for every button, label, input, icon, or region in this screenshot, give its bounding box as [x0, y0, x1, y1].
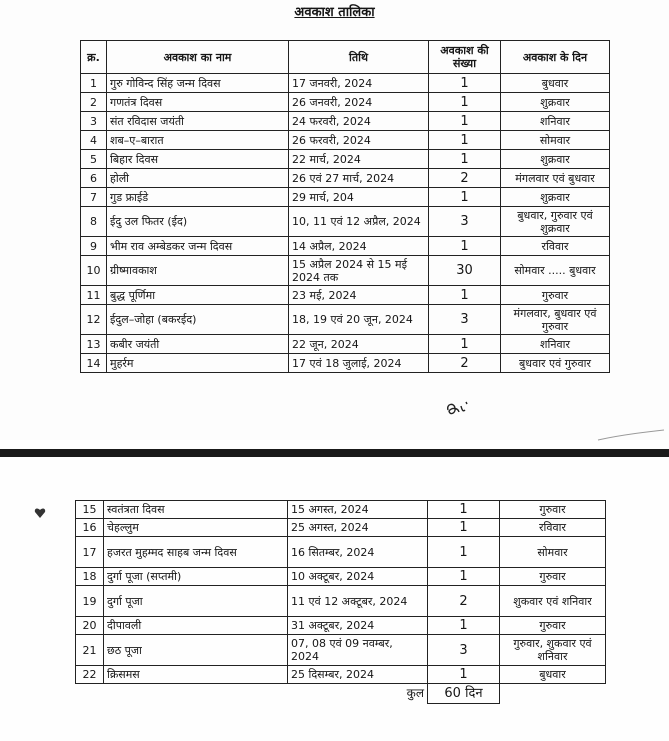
row-holiday-name: ईदु उल फितर (ईद) — [107, 207, 289, 237]
table-row — [81, 169, 610, 188]
row-serial: 1 — [81, 74, 107, 93]
row-date: 25 दिसम्बर, 2024 — [288, 666, 428, 684]
row-days: शनिवार — [501, 335, 610, 354]
row-days: रविवार — [501, 237, 610, 256]
row-count: 2 — [429, 354, 501, 373]
row-days: बुधवार एवं गुरुवार — [501, 354, 610, 373]
row-days: मंगलवार एवं बुधवार — [501, 169, 610, 188]
heart-icon — [34, 507, 46, 519]
row-serial: 20 — [76, 617, 104, 635]
total-empty-cell — [500, 684, 606, 704]
row-count: 1 — [429, 150, 501, 169]
row-serial: 14 — [81, 354, 107, 373]
row-days: शुक्रवार — [501, 93, 610, 112]
row-days: शुक्रवार — [501, 188, 610, 207]
header-days: अवकाश के दिन — [501, 41, 610, 74]
row-count: 1 — [428, 519, 500, 537]
table-row — [76, 519, 606, 537]
row-holiday-name: मुहर्रम — [107, 354, 289, 373]
header-date: तिथि — [289, 41, 429, 74]
row-holiday-name: हजरत मुहम्मद साहब जन्म दिवस — [104, 537, 288, 568]
page-title: अवकाश तालिका — [294, 5, 375, 20]
row-count: 1 — [429, 112, 501, 131]
row-count: 1 — [429, 335, 501, 354]
table-row — [76, 635, 606, 666]
row-serial: 6 — [81, 169, 107, 188]
row-count: 2 — [428, 586, 500, 617]
row-date: 31 अक्टूबर, 2024 — [288, 617, 428, 635]
scratch-line — [596, 428, 666, 442]
row-date: 22 जून, 2024 — [289, 335, 429, 354]
row-date: 11 एवं 12 अक्टूबर, 2024 — [288, 586, 428, 617]
row-serial: 7 — [81, 188, 107, 207]
header-sr: क्र. — [81, 41, 107, 74]
holiday-table-part-one — [80, 40, 610, 373]
row-serial: 17 — [76, 537, 104, 568]
row-serial: 9 — [81, 237, 107, 256]
row-count: 1 — [428, 568, 500, 586]
row-days: बुधवार, गुरुवार एवं शुक्रवार — [501, 207, 610, 237]
row-holiday-name: कबीर जयंती — [107, 335, 289, 354]
signature-mark — [444, 398, 472, 420]
row-count: 3 — [429, 305, 501, 335]
row-date: 17 एवं 18 जुलाई, 2024 — [289, 354, 429, 373]
row-days: रविवार — [500, 519, 606, 537]
row-date: 10 अक्टूबर, 2024 — [288, 568, 428, 586]
row-serial: 18 — [76, 568, 104, 586]
table-row — [81, 74, 610, 93]
row-date: 26 जनवरी, 2024 — [289, 93, 429, 112]
row-date: 26 एवं 27 मार्च, 2024 — [289, 169, 429, 188]
table-row — [76, 586, 606, 617]
table-row — [81, 256, 610, 286]
row-date: 16 सितम्बर, 2024 — [288, 537, 428, 568]
row-date: 29 मार्च, 204 — [289, 188, 429, 207]
header-count: अवकाश की संख्या — [429, 41, 501, 74]
row-date: 24 फरवरी, 2024 — [289, 112, 429, 131]
row-holiday-name: संत रविदास जयंती — [107, 112, 289, 131]
row-days: शुक्रवार — [501, 150, 610, 169]
table-row — [81, 112, 610, 131]
row-holiday-name: स्वतंत्रता दिवस — [104, 501, 288, 519]
table-row — [76, 568, 606, 586]
table-row — [76, 617, 606, 635]
table-row — [81, 207, 610, 237]
row-serial: 10 — [81, 256, 107, 286]
row-holiday-name: दुर्गा पूजा (सप्तमी) — [104, 568, 288, 586]
table-row — [81, 335, 610, 354]
total-row — [76, 684, 606, 704]
row-serial: 2 — [81, 93, 107, 112]
table-body-part-two — [76, 501, 606, 684]
row-days: सोमवार — [501, 131, 610, 150]
row-date: 25 अगस्त, 2024 — [288, 519, 428, 537]
row-count: 1 — [429, 286, 501, 305]
row-date: 10, 11 एवं 12 अप्रैल, 2024 — [289, 207, 429, 237]
row-serial: 3 — [81, 112, 107, 131]
row-serial: 11 — [81, 286, 107, 305]
row-holiday-name: गुरु गोविन्द सिंह जन्म दिवस — [107, 74, 289, 93]
row-date: 18, 19 एवं 20 जून, 2024 — [289, 305, 429, 335]
row-days: बुधवार — [500, 666, 606, 684]
table-row — [81, 354, 610, 373]
row-holiday-name: दुर्गा पूजा — [104, 586, 288, 617]
header-name: अवकाश का नाम — [107, 41, 289, 74]
row-date: 22 मार्च, 2024 — [289, 150, 429, 169]
row-days: गुरुवार, शुकवार एवं शनिवार — [500, 635, 606, 666]
row-count: 1 — [429, 74, 501, 93]
row-serial: 19 — [76, 586, 104, 617]
row-days: सोमवार ..... बुधवार — [501, 256, 610, 286]
row-holiday-name: शब–ए–बारात — [107, 131, 289, 150]
holiday-table-part-two — [75, 500, 606, 704]
row-days: गुरुवार — [501, 286, 610, 305]
row-serial: 21 — [76, 635, 104, 666]
row-days: गुरुवार — [500, 501, 606, 519]
table-row — [76, 666, 606, 684]
table-row — [81, 237, 610, 256]
row-holiday-name: भीम राव अम्बेडकर जन्म दिवस — [107, 237, 289, 256]
row-days: मंगलवार, बुधवार एवं गुरुवार — [501, 305, 610, 335]
row-serial: 16 — [76, 519, 104, 537]
row-count: 1 — [428, 666, 500, 684]
row-date: 14 अप्रैल, 2024 — [289, 237, 429, 256]
table-row — [81, 286, 610, 305]
table-row — [81, 188, 610, 207]
table-row — [81, 131, 610, 150]
row-days: शुकवार एवं शनिवार — [500, 586, 606, 617]
row-count: 1 — [429, 188, 501, 207]
row-count: 3 — [429, 207, 501, 237]
row-holiday-name: चेहल्लुम — [104, 519, 288, 537]
row-holiday-name: छठ पूजा — [104, 635, 288, 666]
row-days: गुरुवार — [500, 568, 606, 586]
row-holiday-name: ग्रीष्मावकाश — [107, 256, 289, 286]
table-row — [76, 537, 606, 568]
row-holiday-name: गुड फ्राईडे — [107, 188, 289, 207]
row-holiday-name: होली — [107, 169, 289, 188]
row-count: 3 — [428, 635, 500, 666]
row-count: 1 — [429, 131, 501, 150]
row-date: 15 अप्रैल 2024 से 15 मई 2024 तक — [289, 256, 429, 286]
row-count: 1 — [428, 501, 500, 519]
row-count: 1 — [429, 93, 501, 112]
row-holiday-name: गणतंत्र दिवस — [107, 93, 289, 112]
row-holiday-name: ईदुल–जोहा (बकरईद) — [107, 305, 289, 335]
row-days: शनिवार — [501, 112, 610, 131]
row-days: सोमवार — [500, 537, 606, 568]
row-date: 26 फरवरी, 2024 — [289, 131, 429, 150]
row-holiday-name: बिहार दिवस — [107, 150, 289, 169]
row-date: 23 मई, 2024 — [289, 286, 429, 305]
row-date: 15 अगस्त, 2024 — [288, 501, 428, 519]
table-header-row — [81, 41, 610, 74]
row-days: गुरुवार — [500, 617, 606, 635]
row-count: 30 — [429, 256, 501, 286]
row-serial: 5 — [81, 150, 107, 169]
table-body-part-one — [81, 74, 610, 373]
total-value: 60 दिन — [428, 684, 500, 704]
row-serial: 8 — [81, 207, 107, 237]
row-count: 1 — [429, 237, 501, 256]
row-days: बुधवार — [501, 74, 610, 93]
page-divider — [0, 449, 669, 457]
row-serial: 4 — [81, 131, 107, 150]
row-serial: 12 — [81, 305, 107, 335]
row-count: 1 — [428, 537, 500, 568]
row-holiday-name: बुद्ध पूर्णिमा — [107, 286, 289, 305]
total-label: कुल — [76, 684, 428, 704]
row-serial: 15 — [76, 501, 104, 519]
row-count: 1 — [428, 617, 500, 635]
row-date: 07, 08 एवं 09 नवम्बर, 2024 — [288, 635, 428, 666]
table-row — [81, 150, 610, 169]
row-serial: 22 — [76, 666, 104, 684]
table-row — [76, 501, 606, 519]
table-row — [81, 93, 610, 112]
row-serial: 13 — [81, 335, 107, 354]
row-date: 17 जनवरी, 2024 — [289, 74, 429, 93]
row-holiday-name: क्रिसमस — [104, 666, 288, 684]
table-row — [81, 305, 610, 335]
row-holiday-name: दीपावली — [104, 617, 288, 635]
row-count: 2 — [429, 169, 501, 188]
